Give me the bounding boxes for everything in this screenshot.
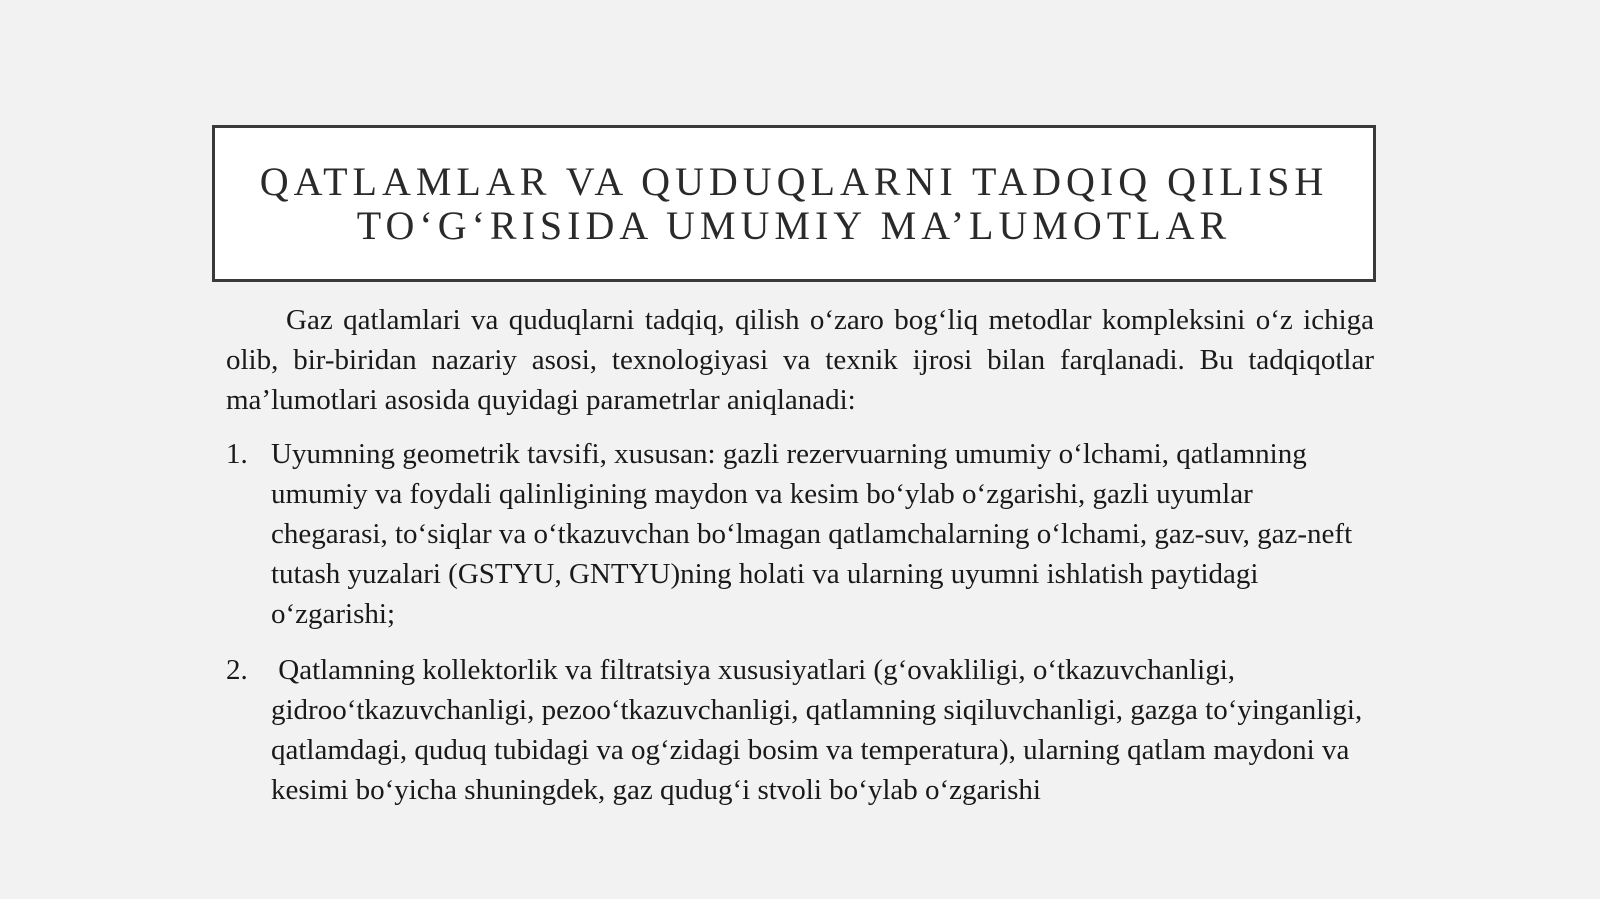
list-item — [226, 434, 1374, 634]
intro-paragraph: Gaz qatlamlari va quduqlarni tadqiq, qilish o‘zaro bog‘liq metodlar kompleksini o‘z ichiga olib, bir-biridan nazariy asosi, texnologiyasi va texnik ijrosi bilan farqlanadi. Bu tadqiqotlar ma’lumotlari asosida quyidagi parametrlar aniqlanadi: — [226, 304, 1374, 416]
slide-content — [226, 300, 1374, 826]
list-item — [226, 650, 1374, 810]
list-item-number: 1. — [226, 438, 248, 470]
slide-title-line-1: QATLAMLAR VA QUDUQLARNI TADQIQ QILISH — [259, 158, 1329, 204]
list-item-text: Uyumning geometrik tavsifi, xususan: gazli rezervuarning umumiy o‘lchami, qatlamning umumiy va foydali qalinligining maydon va kesim bo‘ylab o‘zgarishi, gazli uyumlar chegarasi, to‘siqlar va o‘tkazuvchan bo‘lmagan qatlamchalarning o‘lchami, gaz-suv, gaz-neft tutash yuzalari (GSTYU, GNTYU)ning holati va ularning uyumni ishlatish paytidagi o‘zgarishi; — [271, 438, 1360, 630]
list-item-number: 2. — [226, 654, 248, 686]
title-box — [212, 125, 1376, 282]
parameter-list — [226, 434, 1374, 810]
slide-title-line-2: TO‘G‘RISIDA UMUMIY MA’LUMOTLAR — [356, 202, 1232, 248]
list-item-text: Qatlamning kollektorlik va filtratsiya xususiyatlari (g‘ovakliligi, o‘tkazuvchanligi, gidroo‘tkazuvchanligi, pezoo‘tkazuvchanligi, qatlamning siqiluvchanligi, gazga to‘yinganligi, qatlamdagi, quduq tubidagi va og‘zidagi bosim va temperatura), ularning qatlam maydoni va kesimi bo‘yicha shuningdek, gaz qudug‘i stvoli bo‘ylab o‘zgarishi — [271, 654, 1370, 806]
